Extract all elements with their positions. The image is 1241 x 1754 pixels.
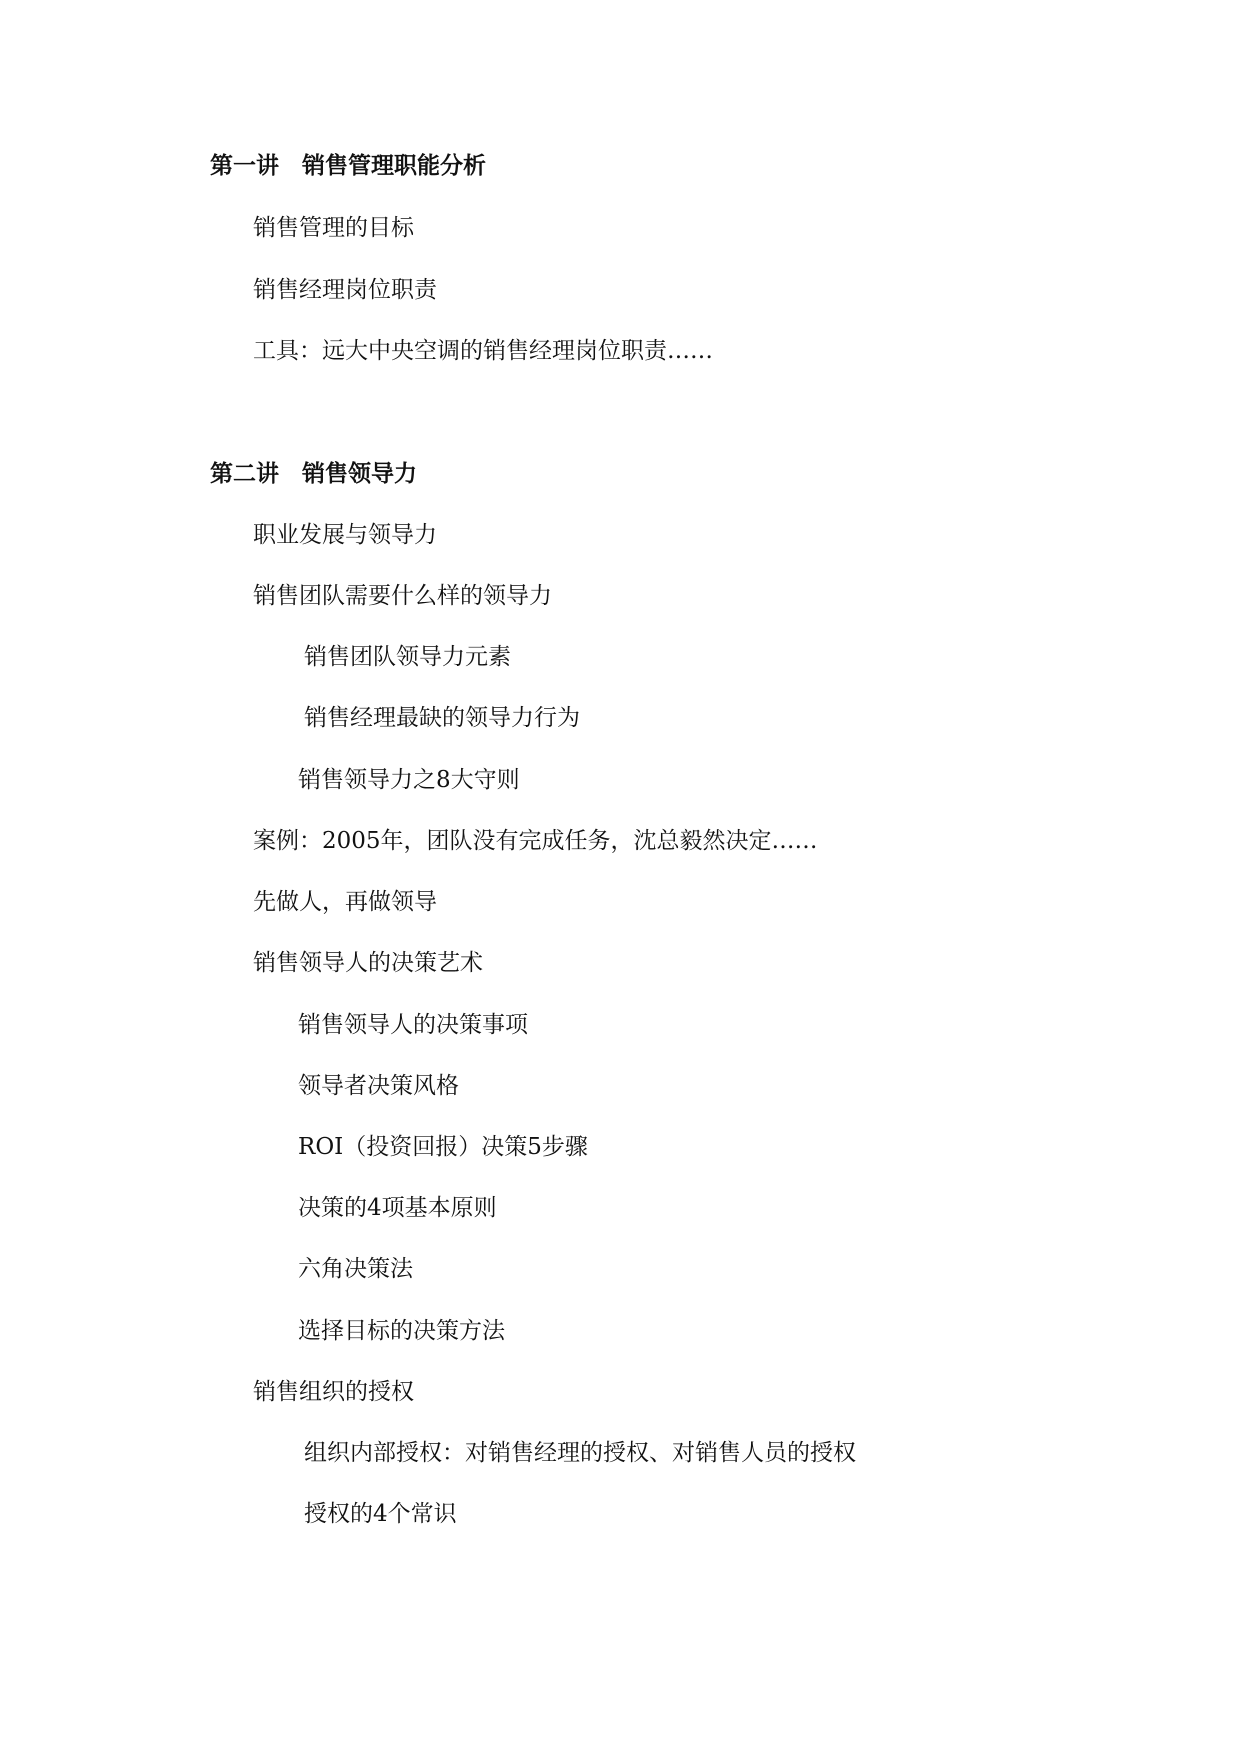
outline-subitem: 选择目标的决策方法 — [298, 1318, 505, 1344]
outline-subitem: 组织内部授权：对销售经理的授权、对销售人员的授权 — [304, 1440, 856, 1466]
outline-item: 销售领导人的决策艺术 — [253, 950, 483, 976]
outline-subitem: 销售领导力之8大守则 — [298, 767, 520, 793]
outline-subitem: 六角决策法 — [298, 1256, 413, 1282]
outline-item: 先做人，再做领导 — [253, 889, 437, 915]
outline-item: 销售管理的目标 — [253, 215, 414, 241]
outline-subitem: 授权的4个常识 — [304, 1501, 457, 1527]
outline-subitem: 决策的4项基本原则 — [298, 1195, 497, 1221]
outline-subitem: 销售团队领导力元素 — [304, 644, 511, 670]
section-heading-2: 第二讲 销售领导力 — [210, 461, 417, 487]
outline-item: 销售组织的授权 — [253, 1379, 414, 1405]
outline-item: 销售经理岗位职责 — [253, 277, 437, 303]
outline-item: 工具：远大中央空调的销售经理岗位职责…… — [253, 338, 713, 364]
outline-subitem: 领导者决策风格 — [298, 1073, 459, 1099]
outline-item: 销售团队需要什么样的领导力 — [253, 583, 552, 609]
outline-subitem: 销售经理最缺的领导力行为 — [304, 705, 580, 731]
outline-item: 职业发展与领导力 — [253, 522, 437, 548]
case-item: 案例：2005年，团队没有完成任务，沈总毅然决定…… — [253, 828, 818, 854]
section-heading-1: 第一讲 销售管理职能分析 — [210, 153, 486, 179]
outline-subitem: ROI（投资回报）决策5步骤 — [298, 1134, 588, 1160]
outline-subitem: 销售领导人的决策事项 — [298, 1012, 528, 1038]
